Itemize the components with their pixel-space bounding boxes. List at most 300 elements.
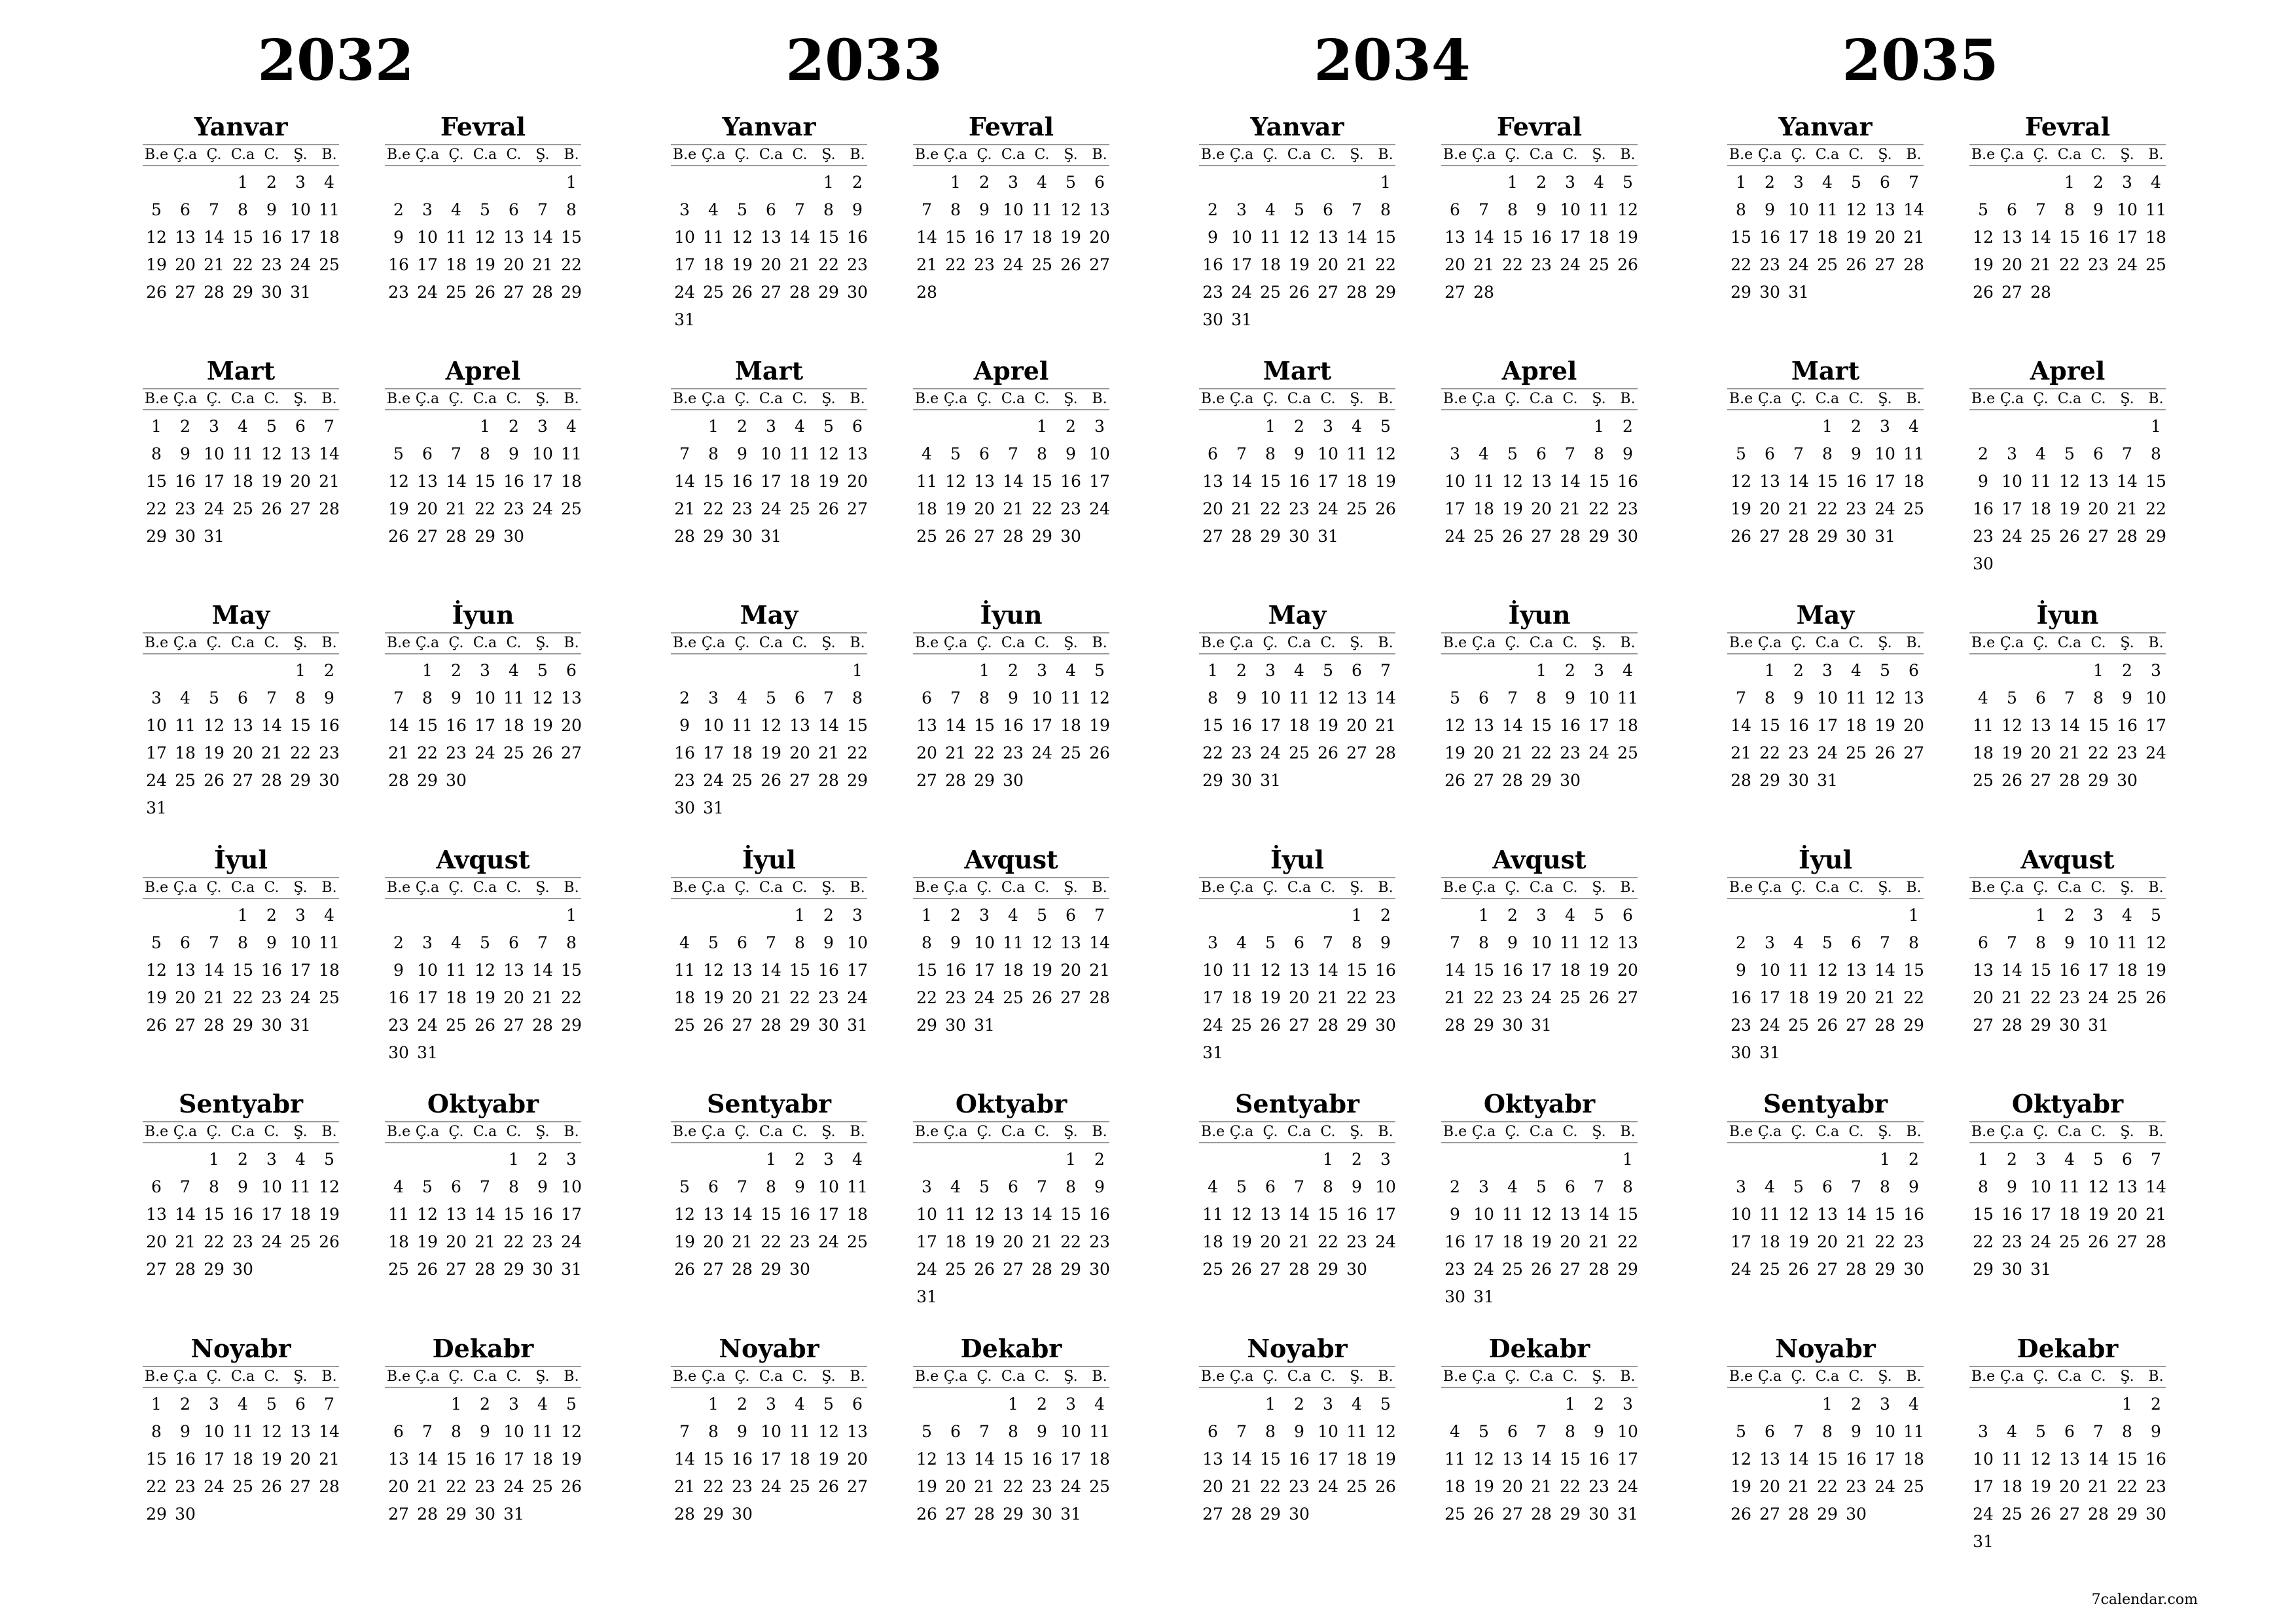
- day-cell: 22: [475, 499, 495, 518]
- day-cell: 2: [852, 173, 863, 192]
- weekday-label: C.: [1848, 880, 1864, 896]
- day-cell: 23: [1202, 283, 1223, 302]
- weekday-label: C.: [1848, 1368, 1864, 1385]
- day-cell: 26: [1444, 771, 1465, 790]
- day-cell: 30: [1788, 771, 1809, 790]
- weekday-header: [671, 877, 867, 899]
- day-cell: 31: [290, 1016, 311, 1035]
- month-block: [671, 113, 867, 348]
- day-cell: 8: [209, 1177, 219, 1196]
- day-cell: 19: [1531, 1232, 1552, 1251]
- day-cell: 24: [2117, 255, 2138, 274]
- day-cell: 9: [480, 1422, 490, 1441]
- day-cell: 13: [1202, 1450, 1223, 1469]
- weekday-label: Ç.: [1263, 147, 1278, 163]
- day-cell: 14: [1531, 1450, 1552, 1469]
- day-cell: 14: [1874, 961, 1895, 980]
- day-cell: 10: [1874, 1422, 1895, 1441]
- day-cell: 29: [703, 527, 724, 546]
- day-cell: 5: [266, 1395, 277, 1414]
- day-cell: 10: [2088, 933, 2109, 952]
- weekday-label: B.: [1906, 391, 1922, 407]
- day-cell: 16: [1617, 472, 1638, 491]
- day-cell: 24: [1375, 1232, 1396, 1251]
- day-cell: 7: [1736, 688, 1746, 707]
- day-cell: 17: [1973, 1477, 1994, 1496]
- day-cell: 20: [1502, 1477, 1523, 1496]
- day-cell: 26: [818, 499, 839, 518]
- weekday-label: C.a: [759, 635, 783, 651]
- day-cell: 2: [1507, 906, 1518, 925]
- day-cell: 25: [2001, 1505, 2022, 1524]
- weekday-label: B.e: [914, 1124, 939, 1140]
- day-cell: 15: [290, 716, 311, 735]
- weekday-label: C.: [1320, 391, 1336, 407]
- day-cell: 30: [1031, 1505, 1052, 1524]
- day-cell: 21: [761, 988, 781, 1007]
- day-cell: 2: [1536, 173, 1547, 192]
- day-cell: 15: [1731, 228, 1751, 247]
- month-name: Mart: [734, 356, 804, 385]
- day-cell: 13: [1473, 716, 1494, 735]
- day-cell: 7: [1236, 1422, 1247, 1441]
- day-cell: 22: [1973, 1232, 1994, 1251]
- day-cell: 3: [1008, 173, 1018, 192]
- day-cell: 2: [979, 173, 990, 192]
- weekday-label: B.: [321, 1368, 337, 1385]
- day-cell: 17: [290, 228, 311, 247]
- day-cell: 18: [1903, 472, 1924, 491]
- weekday-header: [1199, 1121, 1395, 1143]
- day-cell: 3: [1822, 661, 1833, 680]
- day-cell: 18: [2001, 1477, 2022, 1496]
- day-cell: 5: [1066, 173, 1076, 192]
- day-cell: 6: [1208, 1422, 1218, 1441]
- month-block: [1441, 1334, 1638, 1570]
- weekday-label: Ç.a: [1229, 391, 1254, 407]
- day-cell: 4: [295, 1150, 306, 1169]
- day-cell: 11: [1502, 1205, 1523, 1224]
- day-cell: 6: [1208, 444, 1218, 463]
- day-cell: 1: [509, 1150, 519, 1169]
- day-cell: 17: [2088, 961, 2109, 980]
- day-cell: 31: [703, 798, 724, 817]
- day-cell: 26: [204, 771, 224, 790]
- day-cell: 9: [1208, 228, 1218, 247]
- day-cell: 31: [204, 527, 224, 546]
- month-block: [913, 1334, 1109, 1570]
- day-cell: 16: [388, 988, 409, 1007]
- day-cell: 10: [1788, 200, 1809, 219]
- weekday-label: Ç.: [734, 147, 750, 163]
- day-cell: 4: [950, 1177, 961, 1196]
- day-cell: 31: [761, 527, 781, 546]
- day-cell: 8: [1208, 688, 1218, 707]
- weekday-label: B.: [1906, 635, 1922, 651]
- day-cell: 23: [1289, 1477, 1310, 1496]
- day-cell: 28: [945, 771, 966, 790]
- weekday-label: C.a: [230, 147, 255, 163]
- day-cell: 23: [1444, 1260, 1465, 1279]
- day-cell: 24: [2001, 527, 2022, 546]
- day-cell: 17: [2117, 228, 2138, 247]
- day-cell: 5: [1507, 444, 1518, 463]
- day-cell: 6: [295, 417, 306, 436]
- month-name: İyul: [214, 845, 268, 874]
- day-cell: 7: [1565, 444, 1575, 463]
- day-cell: 20: [388, 1477, 409, 1496]
- day-cell: 25: [388, 1260, 409, 1279]
- weekday-label: Ç.: [448, 1368, 464, 1385]
- weekday-label: C.: [1320, 635, 1336, 651]
- day-cell: 13: [703, 1205, 724, 1224]
- weekday-label: C.a: [473, 1368, 497, 1385]
- day-cell: 7: [1008, 444, 1018, 463]
- day-cell: 22: [232, 255, 253, 274]
- day-cell: 26: [1031, 988, 1052, 1007]
- day-cell: 8: [1265, 444, 1276, 463]
- month-name: İyul: [1799, 845, 1852, 874]
- day-cell: 16: [674, 743, 695, 762]
- weekday-label: C.a: [2057, 147, 2082, 163]
- weekday-label: C.a: [1529, 1368, 1554, 1385]
- day-cell: 4: [1507, 1177, 1518, 1196]
- month-block: [913, 1090, 1109, 1325]
- day-cell: 26: [945, 527, 966, 546]
- day-cell: 23: [732, 499, 753, 518]
- day-cell: 5: [1094, 661, 1105, 680]
- day-cell: 1: [1594, 417, 1604, 436]
- day-cell: 10: [532, 444, 553, 463]
- day-cell: 8: [1037, 444, 1047, 463]
- weekday-label: Ç.a: [2000, 1124, 2024, 1140]
- day-cell: 19: [475, 988, 495, 1007]
- weekday-label: Ç.a: [415, 147, 440, 163]
- day-cell: 31: [674, 310, 695, 329]
- weekday-label: C.: [1320, 880, 1336, 896]
- day-cell: 26: [1588, 988, 1609, 1007]
- day-cell: 6: [151, 1177, 162, 1196]
- day-cell: 19: [1089, 716, 1110, 735]
- weekday-label: C.: [2090, 147, 2106, 163]
- day-cell: 13: [916, 716, 937, 735]
- weekday-label: Ç.a: [1471, 1368, 1496, 1385]
- weekday-label: Ç.a: [701, 1124, 726, 1140]
- day-cell: 17: [1617, 1450, 1638, 1469]
- weekday-label: C.a: [1287, 880, 1312, 896]
- weekday-label: C.a: [230, 635, 255, 651]
- day-cell: 22: [1260, 499, 1281, 518]
- weekday-label: C.: [1848, 1124, 1864, 1140]
- day-cell: 16: [1903, 1205, 1924, 1224]
- weekday-label: C.a: [1001, 880, 1026, 896]
- day-cell: 20: [1346, 716, 1367, 735]
- day-cell: 14: [761, 961, 781, 980]
- day-cell: 17: [1560, 228, 1581, 247]
- day-cell: 14: [2117, 472, 2138, 491]
- day-cell: 3: [2093, 906, 2104, 925]
- weekday-header: [1441, 1121, 1638, 1143]
- day-cell: 18: [945, 1232, 966, 1251]
- day-cell: 19: [1788, 1232, 1809, 1251]
- day-cell: 14: [1788, 1450, 1809, 1469]
- day-cell: 1: [1822, 417, 1833, 436]
- day-cell: 4: [451, 200, 461, 219]
- day-cell: 11: [1444, 1450, 1465, 1469]
- day-cell: 16: [175, 1450, 196, 1469]
- day-cell: 25: [532, 1477, 553, 1496]
- day-cell: 27: [916, 771, 937, 790]
- day-cell: 16: [1588, 1450, 1609, 1469]
- day-cell: 25: [319, 255, 340, 274]
- weekday-label: B.e: [1729, 147, 1753, 163]
- weekday-label: B.e: [386, 1124, 411, 1140]
- day-cell: 22: [204, 1232, 224, 1251]
- day-cell: 5: [1793, 1177, 1804, 1196]
- day-cell: 10: [290, 200, 311, 219]
- weekday-label: B.e: [672, 1368, 697, 1385]
- day-cell: 30: [175, 1505, 196, 1524]
- day-cell: 20: [2088, 499, 2109, 518]
- day-cell: 25: [945, 1260, 966, 1279]
- day-cell: 21: [1903, 228, 1924, 247]
- day-cell: 9: [1765, 200, 1775, 219]
- day-cell: 4: [1236, 933, 1247, 952]
- day-cell: 23: [1973, 527, 1994, 546]
- month-name: Sentyabr: [706, 1089, 832, 1118]
- day-cell: 3: [1736, 1177, 1746, 1196]
- day-cell: 24: [417, 1016, 438, 1035]
- weekday-label: Ç.a: [173, 1124, 198, 1140]
- weekday-label: Ç.: [1505, 391, 1520, 407]
- day-cell: 28: [732, 1260, 753, 1279]
- day-cell: 11: [916, 472, 937, 491]
- day-cell: 21: [446, 499, 467, 518]
- day-cell: 2: [2093, 173, 2104, 192]
- day-cell: 4: [795, 1395, 805, 1414]
- day-cell: 11: [789, 444, 810, 463]
- weekday-label: C.a: [759, 147, 783, 163]
- day-cell: 6: [708, 1177, 719, 1196]
- weekday-label: B.: [564, 1124, 579, 1140]
- day-cell: 9: [238, 1177, 248, 1196]
- day-cell: 29: [2030, 1016, 2051, 1035]
- month-name: İyun: [980, 600, 1043, 630]
- day-cell: 6: [509, 933, 519, 952]
- day-cell: 14: [2088, 1450, 2109, 1469]
- month-block: [1441, 113, 1638, 348]
- day-cell: 16: [2145, 1450, 2166, 1469]
- day-cell: 19: [319, 1205, 340, 1224]
- weekday-label: Ş.: [1592, 1124, 1606, 1140]
- weekday-label: B.e: [1443, 635, 1467, 651]
- day-cell: 20: [1003, 1232, 1024, 1251]
- month-block: [671, 1090, 867, 1325]
- day-cell: 10: [1202, 961, 1223, 980]
- day-cell: 4: [852, 1150, 863, 1169]
- day-cell: 13: [175, 228, 196, 247]
- day-cell: 7: [451, 444, 461, 463]
- day-cell: 10: [2030, 1177, 2051, 1196]
- day-cell: 24: [1031, 743, 1052, 762]
- day-cell: 29: [916, 1016, 937, 1035]
- day-cell: 5: [1978, 200, 1988, 219]
- day-cell: 14: [789, 228, 810, 247]
- day-cell: 24: [1318, 1477, 1338, 1496]
- day-cell: 19: [1731, 499, 1751, 518]
- weekday-header: [1727, 388, 1924, 410]
- day-cell: 7: [2064, 688, 2075, 707]
- day-cell: 8: [566, 933, 577, 952]
- weekday-label: Ş.: [2120, 391, 2134, 407]
- day-cell: 1: [1507, 173, 1518, 192]
- day-cell: 20: [974, 499, 995, 518]
- month-name: Oktyabr: [427, 1089, 539, 1118]
- day-cell: 25: [1973, 771, 1994, 790]
- day-cell: 9: [2151, 1422, 2161, 1441]
- month-name: Noyabr: [1247, 1334, 1348, 1363]
- day-cell: 13: [1318, 228, 1338, 247]
- day-cell: 2: [1066, 417, 1076, 436]
- day-cell: 8: [151, 1422, 162, 1441]
- day-cell: 3: [1623, 1395, 1633, 1414]
- weekday-label: Ş.: [293, 391, 308, 407]
- day-cell: 10: [2001, 472, 2022, 491]
- day-cell: 3: [1037, 661, 1047, 680]
- weekday-label: Ç.a: [1471, 391, 1496, 407]
- day-cell: 16: [1560, 716, 1581, 735]
- day-cell: 13: [1089, 200, 1110, 219]
- day-cell: 3: [1265, 661, 1276, 680]
- day-cell: 10: [204, 1422, 224, 1441]
- day-cell: 6: [1352, 661, 1362, 680]
- day-cell: 15: [1502, 228, 1523, 247]
- day-cell: 23: [1289, 499, 1310, 518]
- day-cell: 9: [1236, 688, 1247, 707]
- day-cell: 23: [2145, 1477, 2166, 1496]
- day-cell: 16: [2088, 228, 2109, 247]
- day-cell: 4: [795, 417, 805, 436]
- day-cell: 2: [1765, 173, 1775, 192]
- day-cell: 21: [532, 255, 553, 274]
- day-cell: 25: [1060, 743, 1081, 762]
- weekday-label: Ç.a: [415, 1124, 440, 1140]
- day-cell: 5: [737, 200, 747, 219]
- weekday-label: Ç.a: [943, 1124, 968, 1140]
- day-cell: 10: [916, 1205, 937, 1224]
- day-cell: 13: [2030, 716, 2051, 735]
- day-cell: 22: [2145, 499, 2166, 518]
- day-cell: 15: [2059, 228, 2080, 247]
- day-cell: 14: [1089, 933, 1110, 952]
- day-cell: 28: [1473, 283, 1494, 302]
- day-cell: 6: [1822, 1177, 1833, 1196]
- weekday-label: Ş.: [2120, 147, 2134, 163]
- weekday-header: [671, 388, 867, 410]
- weekday-label: C.: [1034, 391, 1050, 407]
- day-cell: 7: [1880, 933, 1890, 952]
- day-cell: 1: [2122, 1395, 2132, 1414]
- day-cell: 29: [1531, 771, 1552, 790]
- day-cell: 13: [2088, 472, 2109, 491]
- day-cell: 26: [1318, 743, 1338, 762]
- day-cell: 14: [532, 228, 553, 247]
- day-cell: 14: [1473, 228, 1494, 247]
- weekday-label: B.: [1378, 391, 1393, 407]
- day-cell: 28: [1903, 255, 1924, 274]
- weekday-header: [913, 144, 1109, 166]
- day-cell: 30: [1444, 1287, 1465, 1306]
- weekday-label: Ş.: [293, 1368, 308, 1385]
- day-cell: 5: [1536, 1177, 1547, 1196]
- day-cell: 13: [974, 472, 995, 491]
- day-cell: 10: [1473, 1205, 1494, 1224]
- month-block: [1199, 357, 1395, 592]
- day-cell: 20: [446, 1232, 467, 1251]
- day-cell: 16: [232, 1205, 253, 1224]
- day-cell: 1: [708, 1395, 719, 1414]
- weekday-label: C.: [264, 1124, 279, 1140]
- day-cell: 14: [204, 961, 224, 980]
- day-cell: 8: [295, 688, 306, 707]
- day-cell: 4: [1909, 1395, 1919, 1414]
- day-cell: 6: [2093, 444, 2104, 463]
- day-cell: 14: [818, 716, 839, 735]
- weekday-label: Ç.a: [415, 391, 440, 407]
- weekday-label: C.: [264, 1368, 279, 1385]
- weekday-label: Ç.: [1791, 147, 1806, 163]
- day-cell: 15: [561, 228, 582, 247]
- weekday-label: C.a: [230, 1124, 255, 1140]
- day-cell: 10: [1817, 688, 1838, 707]
- day-cell: 13: [417, 472, 438, 491]
- weekday-label: C.a: [2057, 391, 2082, 407]
- day-cell: 25: [232, 499, 253, 518]
- day-cell: 15: [1260, 1450, 1281, 1469]
- day-cell: 29: [503, 1260, 524, 1279]
- day-cell: 6: [1094, 173, 1105, 192]
- weekday-label: C.: [264, 391, 279, 407]
- day-cell: 1: [151, 1395, 162, 1414]
- weekday-header: [143, 388, 339, 410]
- weekday-header: [671, 144, 867, 166]
- day-cell: 21: [261, 743, 282, 762]
- day-cell: 6: [1880, 173, 1890, 192]
- day-cell: 1: [1037, 417, 1047, 436]
- day-cell: 26: [974, 1260, 995, 1279]
- day-cell: 24: [532, 499, 553, 518]
- weekday-label: B.e: [672, 391, 697, 407]
- day-cell: 13: [1617, 933, 1638, 952]
- day-cell: 12: [916, 1450, 937, 1469]
- day-cell: 23: [1346, 1232, 1367, 1251]
- weekday-label: C.a: [473, 635, 497, 651]
- day-cell: 22: [1202, 743, 1223, 762]
- day-cell: 26: [1731, 527, 1751, 546]
- day-cell: 8: [151, 444, 162, 463]
- day-cell: 29: [561, 1016, 582, 1035]
- day-cell: 28: [1788, 527, 1809, 546]
- day-cell: 20: [1817, 1232, 1838, 1251]
- day-cell: 1: [1978, 1150, 1988, 1169]
- day-cell: 20: [945, 1477, 966, 1496]
- weekday-label: B.: [1092, 1368, 1107, 1385]
- day-cell: 4: [1094, 1395, 1105, 1414]
- weekday-header: [671, 1121, 867, 1143]
- weekday-label: Ç.: [734, 635, 750, 651]
- day-cell: 25: [1444, 1505, 1465, 1524]
- weekday-label: C.: [506, 147, 522, 163]
